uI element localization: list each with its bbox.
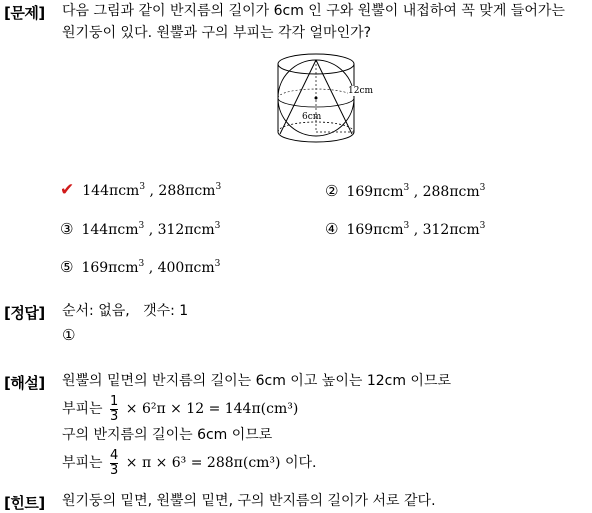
unit-cube: 3 [479,183,486,193]
solution-line-4-prefix: 부피는 [62,455,103,471]
unit-cm: cm [382,184,404,200]
unit-cm: cm [193,222,215,238]
choice-4-number: ④ [325,220,339,238]
height-label: 12cm [348,86,374,96]
solution-line-4-expression: × π × 6³ = 288π(cm³) 이다. [125,455,317,471]
problem-tag: [문제] [4,4,45,22]
cone-right [316,60,352,134]
choice-3[interactable] [60,220,220,238]
answer-line-2: ① [62,326,76,344]
fraction-denominator: 3 [110,408,119,424]
separator: , [149,183,154,199]
solution-line-2-prefix: 부피는 [62,401,103,417]
choice-4-value-a: 169π [346,222,383,238]
choice-3-value-b: 312π [157,222,194,238]
solution-line-3: 구의 반지름의 길이는 6cm 이므로 [62,427,273,443]
unit-cube: 3 [215,182,222,192]
separator: , [413,184,419,200]
cylinder-figure [270,46,382,150]
unit-cube: 3 [138,259,145,269]
solution-line-2-expression: × 6²π × 12 = 144π(cm³) [125,401,299,417]
choice-5-value-b: 400π [157,260,194,276]
unit-cm: cm [194,183,216,199]
choice-5-value-a: 169π [81,260,118,276]
unit-cube: 3 [214,259,221,269]
choice-5[interactable] [60,258,220,276]
solution-line-2 [62,392,298,426]
problem-line-1: 다음 그림과 같이 반지름의 길이가 6cm 인 구와 원뿔이 내접하여 꼭 맞게 들어가는 [62,3,565,19]
choice-1[interactable] [60,180,221,200]
solution-line-4 [62,446,316,480]
cylinder-sphere-cone-diagram [270,46,382,150]
unit-cm: cm [458,184,480,200]
choice-5-number: ⑤ [60,258,74,276]
choice-2-value-a: 169π [346,184,383,200]
unit-cube: 3 [138,221,145,231]
choice-3-number: ③ [60,220,74,238]
separator: , [148,222,154,238]
choice-4-value-b: 312π [422,222,459,238]
choice-3-value-a: 144π [81,222,118,238]
cone-left [280,60,316,134]
sphere-center [315,97,318,100]
problem-line-2: 원기둥이 있다. 원뿔과 구의 부피는 각각 얼마인가? [62,25,372,41]
unit-cm: cm [118,183,140,199]
hint-text: 원기둥의 밑면, 원뿔의 밑면, 구의 반지름의 길이가 서로 같다. [62,493,436,509]
fraction-denominator: 3 [110,462,119,478]
answer-line-1: 순서: 없음, 갯수: 1 [62,303,189,319]
choice-2[interactable] [325,182,485,200]
fraction-numerator: 1 [110,393,119,409]
separator: , [413,222,419,238]
cylinder-bottom-back [278,122,354,132]
choice-2-value-b: 288π [422,184,459,200]
choice-4[interactable] [325,220,485,238]
radius-label: 6cm [302,112,322,122]
unit-cube: 3 [479,221,486,231]
unit-cm: cm [382,222,404,238]
fraction-four-thirds [110,449,118,478]
unit-cm: cm [117,222,139,238]
unit-cm: cm [458,222,480,238]
choice-1-value-b: 288π [158,183,195,199]
unit-cube: 3 [403,221,410,231]
choice-1-value-a: 144π [82,183,119,199]
solution-line-1: 원뿔의 밑면의 반지름의 길이는 6cm 이고 높이는 12cm 이므로 [62,373,451,389]
unit-cube: 3 [214,221,221,231]
choice-2-number: ② [325,182,339,200]
hint-tag: [힌트] [4,494,45,512]
fraction-one-third [110,395,118,424]
unit-cube: 3 [139,182,146,192]
separator: , [148,260,154,276]
unit-cm: cm [117,260,139,276]
cylinder-bottom-front [278,132,354,142]
answer-tag: [정답] [4,304,45,322]
solution-tag: [해설] [4,374,45,392]
unit-cm: cm [193,260,215,276]
unit-cube: 3 [403,183,410,193]
fraction-numerator: 4 [110,447,119,463]
check-icon: ✔ [60,180,75,200]
